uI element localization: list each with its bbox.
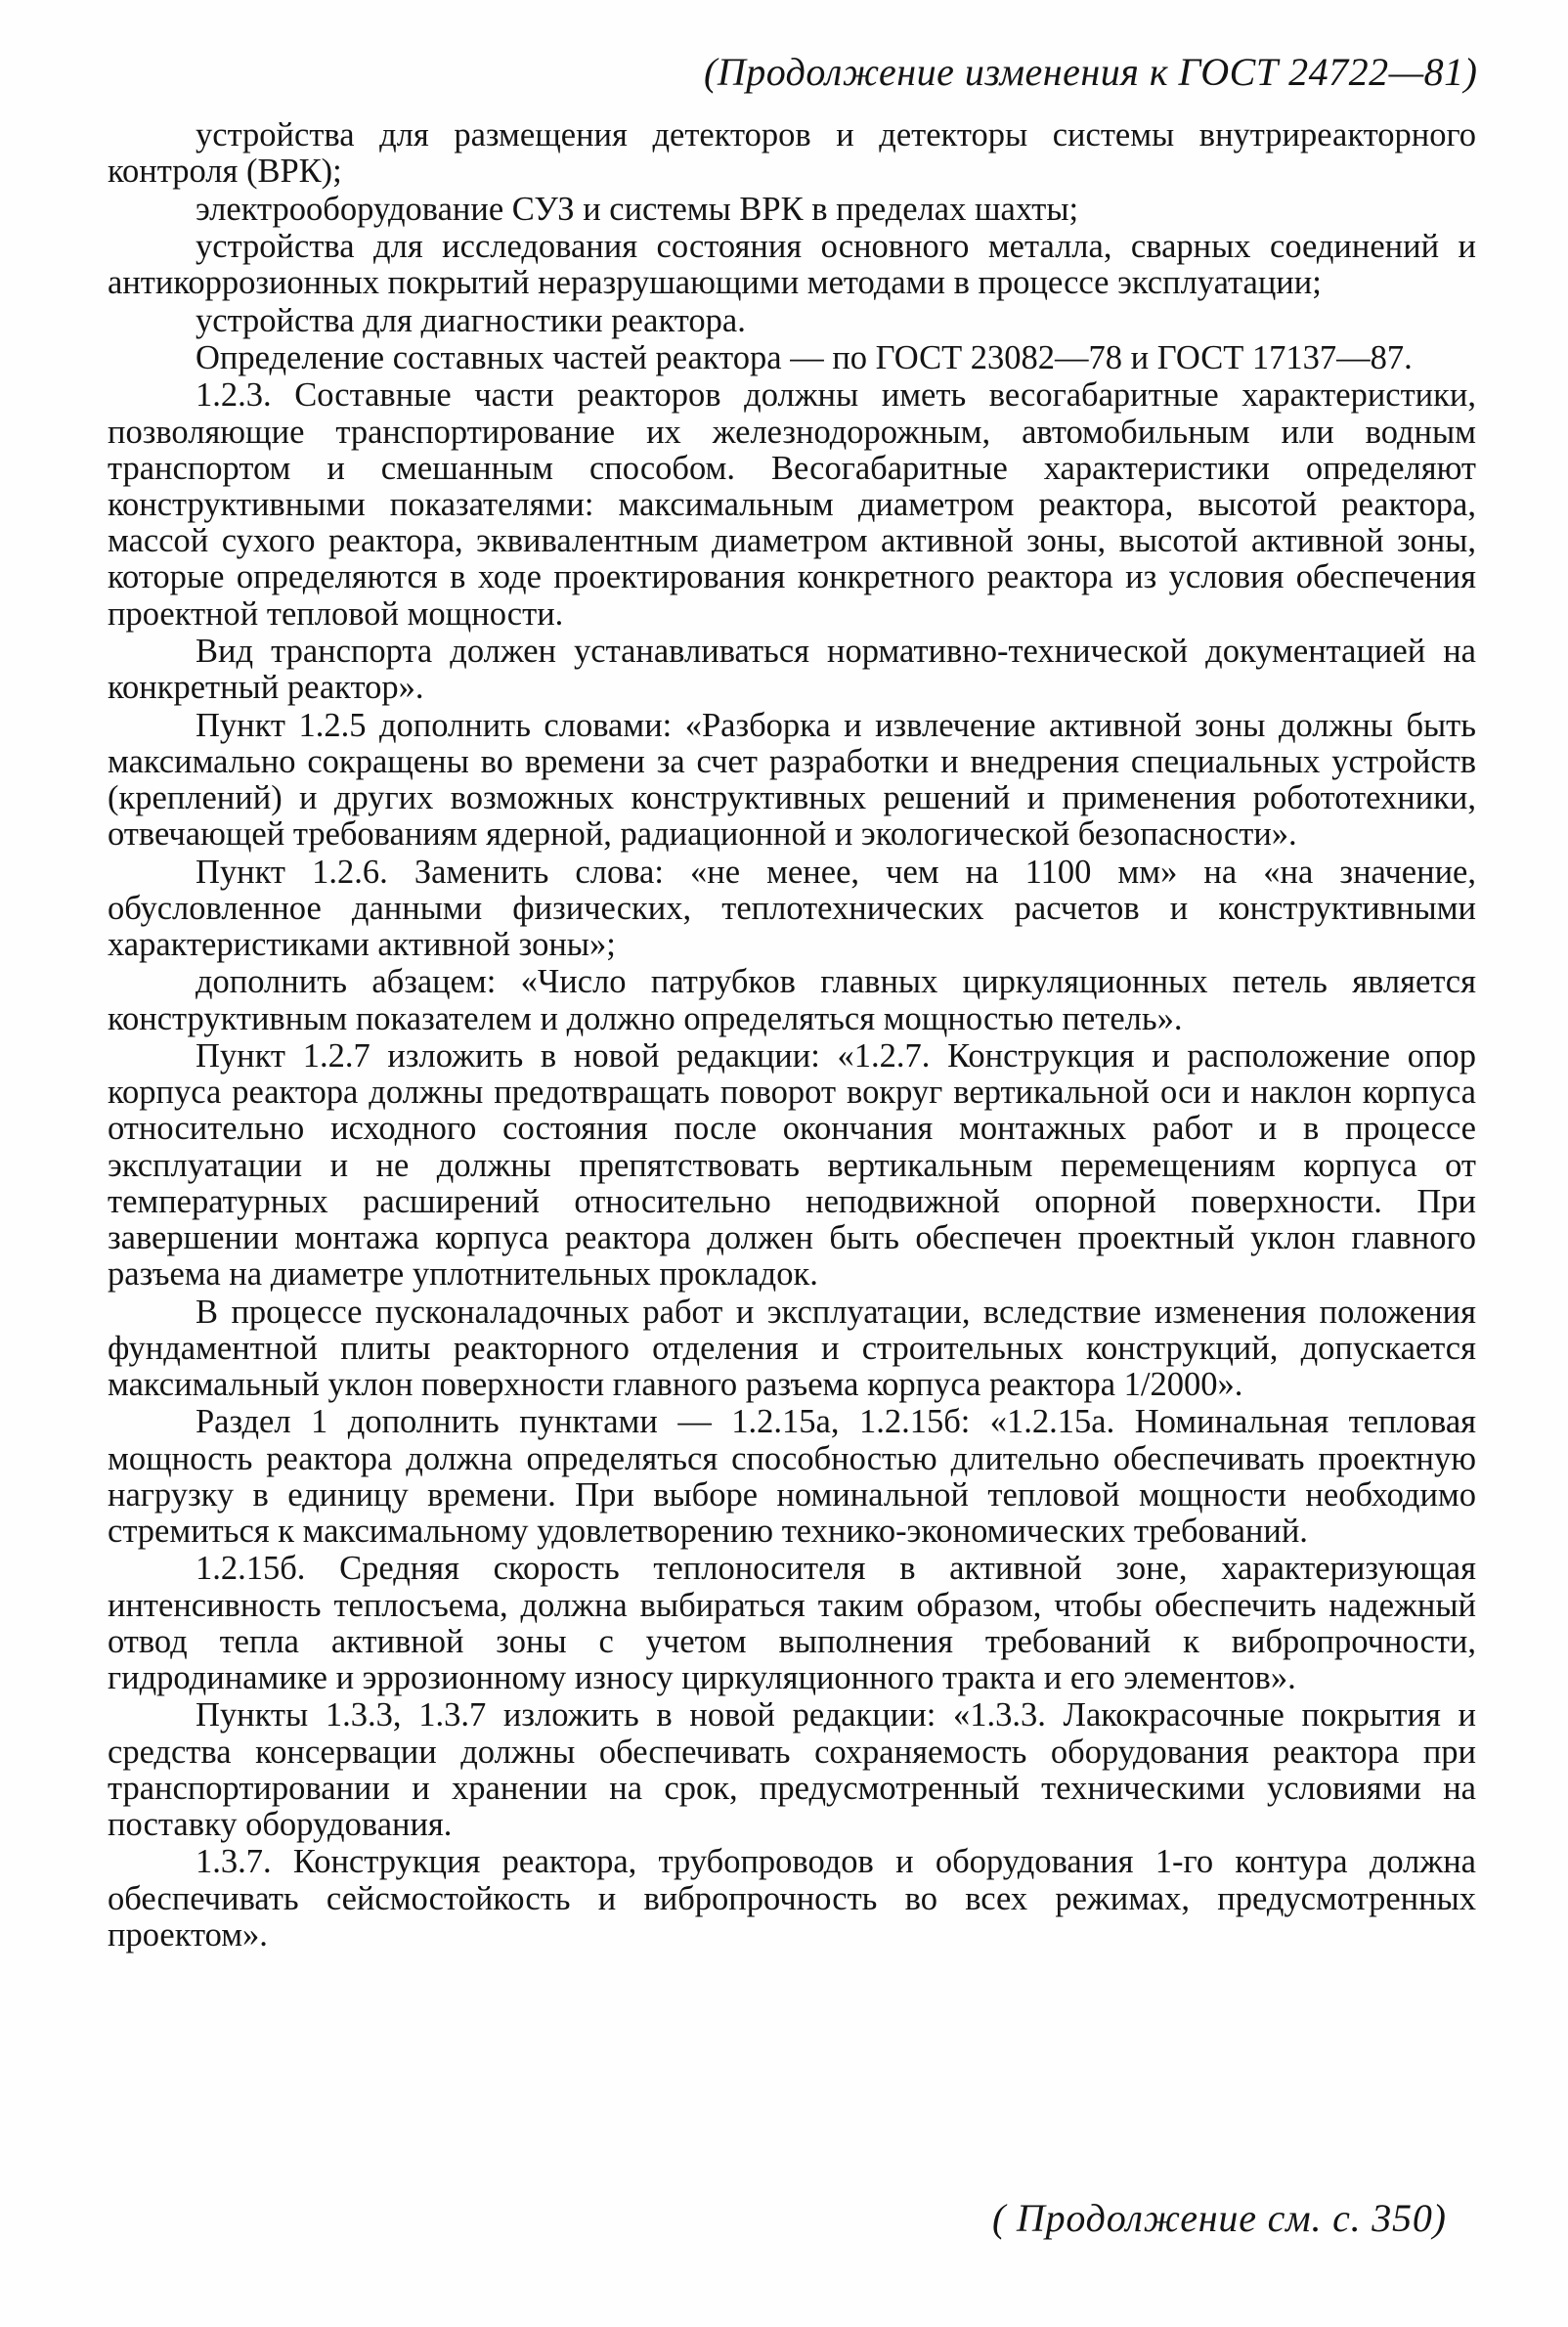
paragraph-1-2-6: Пункт 1.2.6. Заменить слова: «не менее, чем на 1100 мм» на «на значение, обусловленное данными физических, теплотехнических расчетов и конструктивными характеристиками активной зоны»; [108, 853, 1476, 963]
paragraph: дополнить абзацем: «Число патрубков главных циркуляционных петель является конструктивным показателем и должно определяться мощностью петель». [108, 963, 1476, 1037]
paragraph: В процессе пусконаладочных работ и эксплуатации, вследствие изменения положения фундаментной плиты реакторного отделения и строительных конструкций, допускается максимальный уклон поверхности главного разъема корпуса реактора 1/2000». [108, 1293, 1476, 1403]
paragraph-1-2-5: Пункт 1.2.5 дополнить словами: «Разборка и извлечение активной зоны должны быть максимально сокращены во времени за счет разработки и внедрения специальных устройств (креплений) и других возможных конструктивных решений и применения робототехники, отвечающей требованиям ядерной, радиационной и экологической безопасности». [108, 706, 1476, 854]
continuation-note: ( Продолжение см. с. 350) [992, 2196, 1447, 2240]
paragraph: устройства для исследования состояния основного металла, сварных соединений и антикоррозионных покрытий неразрушающими методами в процессе эксплуатации; [108, 227, 1476, 302]
paragraph-1-3-3: Пункты 1.3.3, 1.3.7 изложить в новой редакции: «1.3.3. Лакокрасочные покрытия и средства консервации должны обеспечивать сохраняемость оборудования реактора при транспортировании и хранении на срок, предусмотренный техническими условиями на поставку оборудования. [108, 1696, 1476, 1843]
paragraph: электрооборудование СУЗ и системы ВРК в пределах шахты; [196, 190, 1079, 228]
paragraph-section-1: Раздел 1 дополнить пунктами — 1.2.15а, 1.2.15б: «1.2.15а. Номинальная тепловая мощность реактора должна определяться способностью длительно обеспечивать проектную нагрузку в единицу времени. При выборе номинальной тепловой мощности необходимо стремиться к максимальному удовлетворению технико-экономических требований. [108, 1403, 1476, 1550]
document-body [108, 117, 1476, 1954]
paragraph-1-2-7: Пункт 1.2.7 изложить в новой редакции: «1.2.7. Конструкция и расположение опор корпуса реактора должны предотвращать поворот вокруг вертикальной оси и наклон корпуса относительно исходного состояния после окончания монтажных работ и в процессе эксплуатации и не должны препятствовать вертикальным перемещениям корпуса от температурных расширений относительно неподвижной опорной поверхности. При завершении монтажа корпуса реактора должен быть обеспечен проектный уклон главного разъема на диаметре уплотнительных прокладок. [108, 1036, 1476, 1294]
running-header: (Продолжение изменения к ГОСТ 24722—81) [704, 50, 1478, 94]
paragraph: устройства для размещения детекторов и детекторы системы внутриреакторного контроля (ВРК); [108, 116, 1476, 191]
paragraph-1-3-7: 1.3.7. Конструкция реактора, трубопроводов и оборудования 1-го контура должна обеспечивать сейсмостойкость и вибропрочность во всех режимах, предусмотренных проектом». [108, 1843, 1476, 1954]
paragraph: Определение составных частей реактора — по ГОСТ 23082—78 и ГОСТ 17137—87. [196, 338, 1413, 376]
paragraph-1-2-15b: 1.2.15б. Средняя скорость теплоносителя в активной зоне, характеризующая интенсивность теплосъема, должна выбираться таким образом, чтобы обеспечить надежный отвод тепла активной зоны с учетом выполнения требований к вибропрочности, гидродинамике и эррозионному износу циркуляционного тракта и его элементов». [108, 1550, 1476, 1696]
paragraph: Вид транспорта должен устанавливаться нормативно-технической документацией на конкретный реактор». [108, 632, 1476, 707]
paragraph: устройства для диагностики реактора. [196, 301, 746, 339]
paragraph-1-2-3: 1.2.3. Составные части реакторов должны иметь весогабаритные характеристики, позволяющие транспортирование их железнодорожным, автомобильным или водным транспортом и смешанным способом. Весогабаритные характеристики определяют конструктивными показателями: максимальным диаметром реактора, высотой реактора, массой сухого реактора, эквивалентным диаметром активной зоны, высотой активной зоны, которые определяются в ходе проектирования конкретного реактора из условия обеспечения проектной тепловой мощности. [108, 376, 1476, 633]
